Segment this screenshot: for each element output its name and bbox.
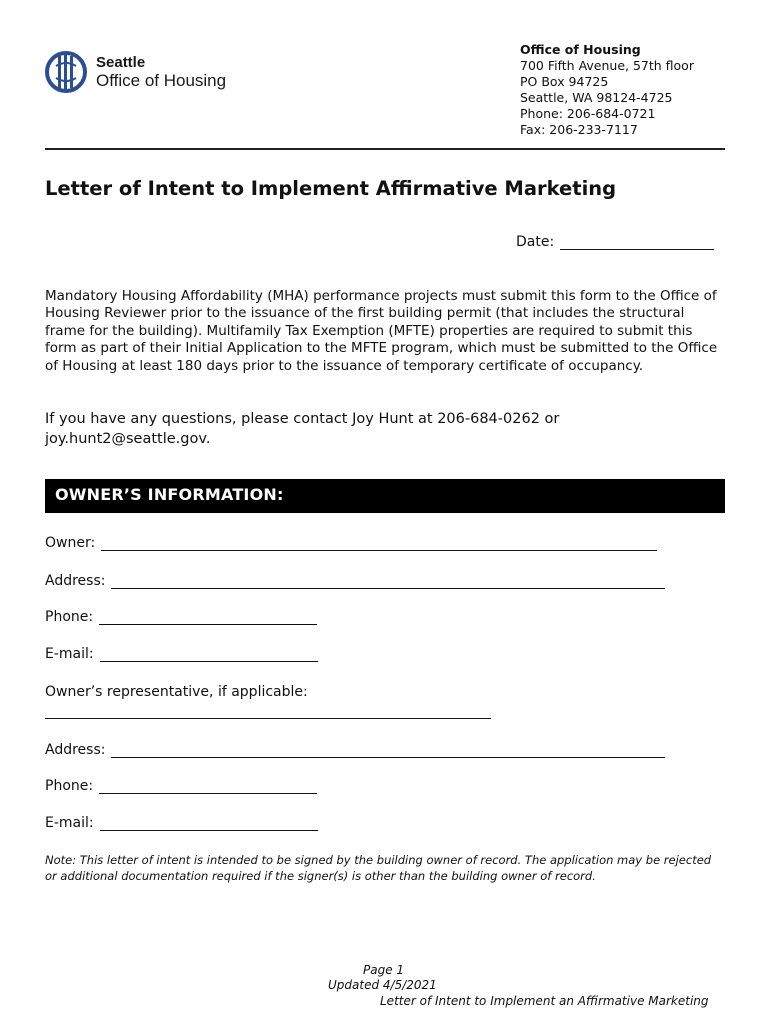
section-title: OWNER’S INFORMATION: xyxy=(55,485,284,504)
contact-paragraph: If you have any questions, please contact Joy Hunt at 206-684-0262 or joy.hunt2@seattle.gov. xyxy=(45,411,560,447)
owner-label: Owner: xyxy=(45,535,96,551)
owner-phone-input-line[interactable] xyxy=(99,611,317,625)
footer-document-title: Letter of Intent to Implement an Affirmative Marketing xyxy=(380,994,709,1008)
rep-address-label: Address: xyxy=(45,742,106,758)
rep-phone-input-line[interactable] xyxy=(99,780,317,794)
office-address-block xyxy=(520,42,694,138)
date-label: Date: xyxy=(516,234,555,250)
rep-phone-label: Phone: xyxy=(45,778,94,794)
owner-representative-label-row xyxy=(45,684,308,700)
rep-email-label: E-mail: xyxy=(45,815,94,831)
rep-email-input-line[interactable] xyxy=(100,817,318,831)
owner-address-field xyxy=(45,573,665,589)
logo-city-name: Seattle xyxy=(96,54,146,71)
page-title: Letter of Intent to Implement Affirmative Marketing xyxy=(45,177,617,200)
office-city: Seattle, WA 98124-4725 xyxy=(520,90,673,105)
rep-address-input-line[interactable] xyxy=(111,744,665,758)
rep-email-field xyxy=(45,815,318,831)
office-street: 700 Fifth Avenue, 57th floor xyxy=(520,58,694,73)
owner-representative-field xyxy=(45,705,491,719)
owner-field xyxy=(45,535,657,551)
owner-representative-label: Owner’s representative, if applicable: xyxy=(45,684,308,700)
footer-updated-date: Updated 4/5/2021 xyxy=(328,978,437,992)
seattle-logo xyxy=(44,50,226,94)
footer-page-number: Page 1 xyxy=(363,963,405,977)
owner-email-field xyxy=(45,646,318,662)
owner-info-section-header xyxy=(45,479,725,513)
header-divider xyxy=(45,148,725,150)
date-input-line[interactable] xyxy=(560,236,714,250)
signature-note: Note: This letter of intent is intended to be signed by the building owner of record. The application may be rejected or additional documentation required if the signer(s) is other than the building owner of record. xyxy=(45,853,712,883)
logo-department-name: Office of Housing xyxy=(96,71,227,90)
seattle-logo-icon xyxy=(44,50,90,94)
office-phone: Phone: 206-684-0721 xyxy=(520,106,656,121)
owner-phone-label: Phone: xyxy=(45,609,94,625)
rep-address-field xyxy=(45,742,665,758)
owner-representative-input-line[interactable] xyxy=(45,705,491,719)
office-name: Office of Housing xyxy=(520,42,641,57)
owner-email-input-line[interactable] xyxy=(100,648,318,662)
rep-phone-field xyxy=(45,778,317,794)
date-field xyxy=(516,234,714,250)
intro-paragraph: Mandatory Housing Affordability (MHA) performance projects must submit this form to the Office of Housing Reviewer prior to the issuance of the first building permit (that includes the structural frame for the building). Multifamily Tax Exemption (MFTE) properties are required to submit this form as part of their Initial Application to the MFTE program, which must be submitted to the Office of Housing at least 180 days prior to the issuance of temporary certificate of occupancy. xyxy=(45,288,718,374)
owner-phone-field xyxy=(45,609,317,625)
office-fax: Fax: 206-233-7117 xyxy=(520,122,638,137)
owner-input-line[interactable] xyxy=(101,537,657,551)
office-pobox: PO Box 94725 xyxy=(520,74,609,89)
owner-address-label: Address: xyxy=(45,573,106,589)
owner-email-label: E-mail: xyxy=(45,646,94,662)
owner-address-input-line[interactable] xyxy=(111,575,665,589)
